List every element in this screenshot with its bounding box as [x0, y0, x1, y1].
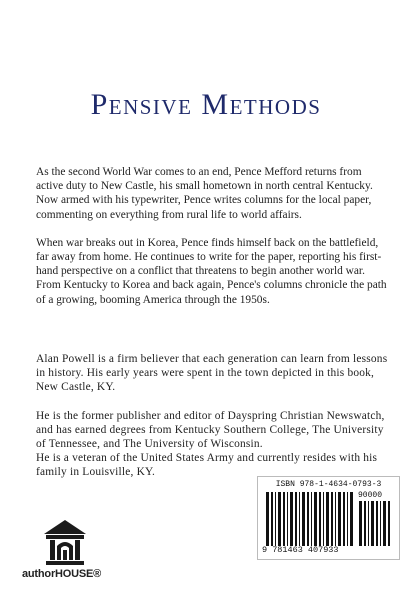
- barcode-area: [257, 476, 400, 560]
- author-bio-text: He is the former publisher and editor of Dayspring Christian Newswatch, and has earned degrees from Kentucky Southern College, The University of Tennessee, and The University of Wisconsin.: [36, 409, 385, 451]
- author-bio: [36, 352, 388, 480]
- publisher-name: authorHOUSE®: [22, 568, 102, 580]
- synopsis: [36, 165, 388, 307]
- authorhouse-logo-icon: [42, 518, 88, 566]
- synopsis-text: Now armed with his typewriter, Pence writes columns for the local paper, commenting on everything from rural life to world affairs.: [36, 194, 372, 221]
- synopsis-text: As the second World War comes to an end, Pence Mefford returns from active duty to New Castle, his small hometown in north central Kentucky.: [36, 166, 373, 193]
- barcode-main-bars: [266, 492, 356, 546]
- barcode-addon-digits: 90000: [358, 491, 383, 500]
- author-bio-text: He is a veteran of the United States Army and currently resides with his family in Louisville, KY.: [36, 452, 378, 479]
- publisher-logo: [22, 518, 112, 584]
- isbn-label: ISBN 978-1-4634-0793-3: [275, 480, 382, 489]
- synopsis-text: When war breaks out in Korea, Pence finds himself back on the battlefield, far away from home. He continues to write for the paper, reporting his first-hand perspective on a conflict that threatens to begin another world war.: [36, 236, 382, 278]
- synopsis-text: From Kentucky to Korea and back again, Pence's columns chronicle the path of a growing, booming America through the 1950s.: [36, 279, 387, 306]
- barcode-digits: 9 781463 407933: [262, 545, 339, 555]
- author-bio-text: Alan Powell is a firm believer that each generation can learn from lessons in history. His early years were spent in the town depicted in this book, New Castle, KY.: [36, 353, 388, 394]
- barcode-addon-bars: [359, 501, 393, 546]
- book-title: Pensive Methods: [90, 88, 322, 121]
